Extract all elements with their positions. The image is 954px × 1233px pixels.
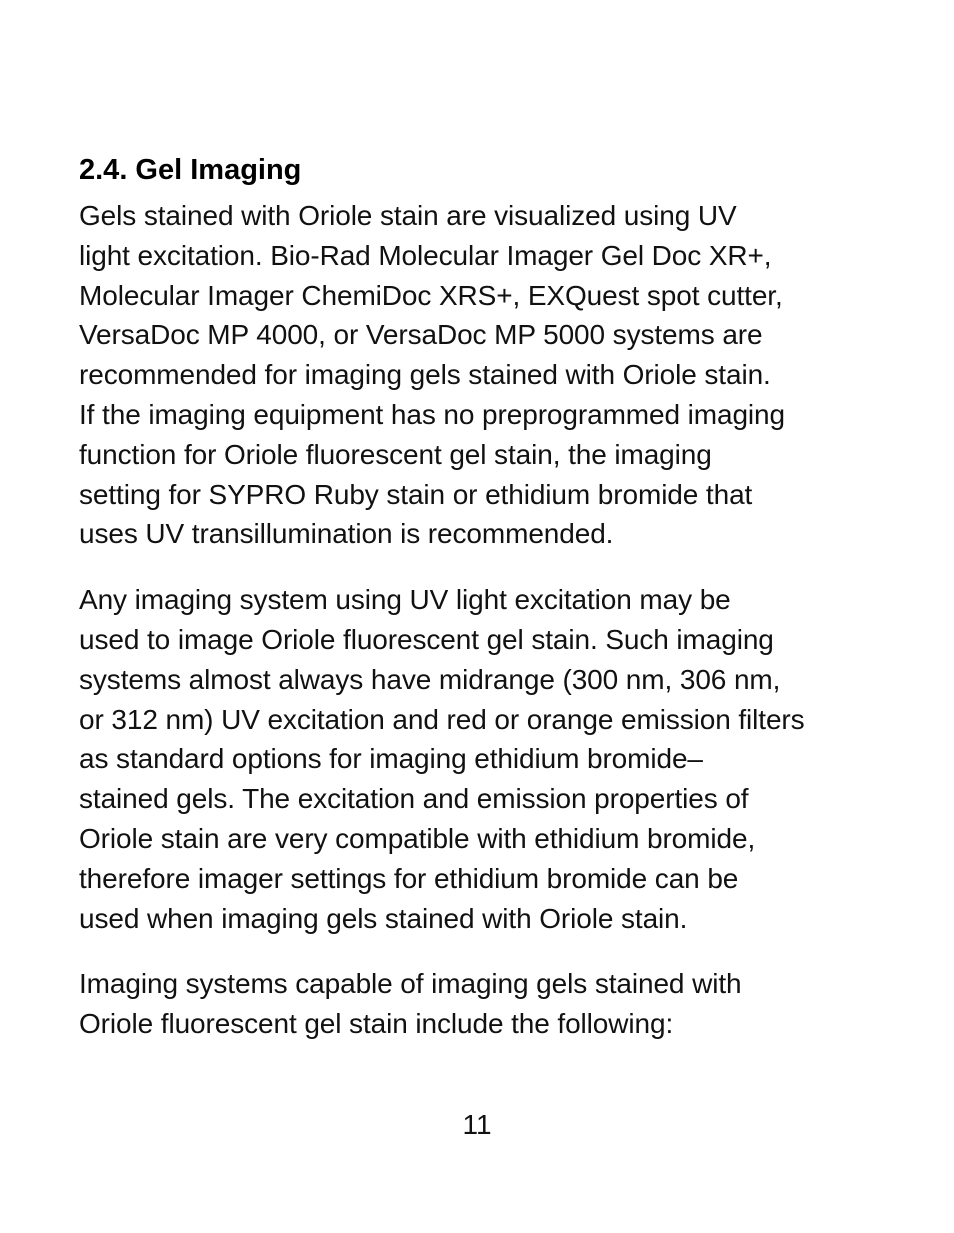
paragraph-line: Oriole stain are very compatible with ethidium bromide, — [79, 822, 756, 854]
paragraph-line: recommended for imaging gels stained with Oriole stain. — [79, 359, 771, 391]
page-number: 11 — [462, 1109, 492, 1140]
paragraph-line: light excitation. Bio-Rad Molecular Imager Gel Doc XR+, — [79, 239, 772, 271]
section-content — [79, 150, 879, 1070]
paragraph-line: Oriole fluorescent gel stain include the following: — [79, 1008, 674, 1040]
paragraph-line: stained gels. The excitation and emission properties of — [79, 783, 749, 815]
paragraph-line: Imaging systems capable of imaging gels stained with — [79, 968, 742, 1000]
paragraph-2 — [79, 580, 879, 938]
paragraph-line: therefore imager settings for ethidium bromide can be — [79, 862, 739, 894]
paragraph-line: or 312 nm) UV excitation and red or orange emission filters — [79, 703, 805, 735]
paragraph-line: as standard options for imaging ethidium bromide– — [79, 743, 703, 775]
paragraph-line: Gels stained with Oriole stain are visualized using UV — [79, 200, 737, 231]
paragraph-line: setting for SYPRO Ruby stain or ethidium bromide that — [79, 478, 753, 510]
paragraph-line: If the imaging equipment has no preprogrammed imaging — [79, 398, 785, 430]
paragraph-line: systems almost always have midrange (300 nm, 306 nm, — [79, 663, 781, 695]
paragraph-line: uses UV transillumination is recommended. — [79, 518, 614, 550]
paragraph-line: Any imaging system using UV light excitation may be — [79, 584, 731, 616]
paragraph-line: used when imaging gels stained with Oriole stain. — [79, 902, 688, 934]
paragraph-line: function for Oriole fluorescent gel stain, the imaging — [79, 438, 712, 470]
section-heading: 2.4. Gel Imaging — [79, 154, 302, 186]
paragraph-line: VersaDoc MP 4000, or VersaDoc MP 5000 systems are — [79, 319, 763, 351]
paragraph-line: used to image Oriole fluorescent gel stain. Such imaging — [79, 623, 774, 655]
paragraph-line: Molecular Imager ChemiDoc XRS+, EXQuest spot cutter, — [79, 279, 783, 311]
paragraph-1 — [79, 196, 879, 554]
paragraph-3 — [79, 964, 879, 1044]
